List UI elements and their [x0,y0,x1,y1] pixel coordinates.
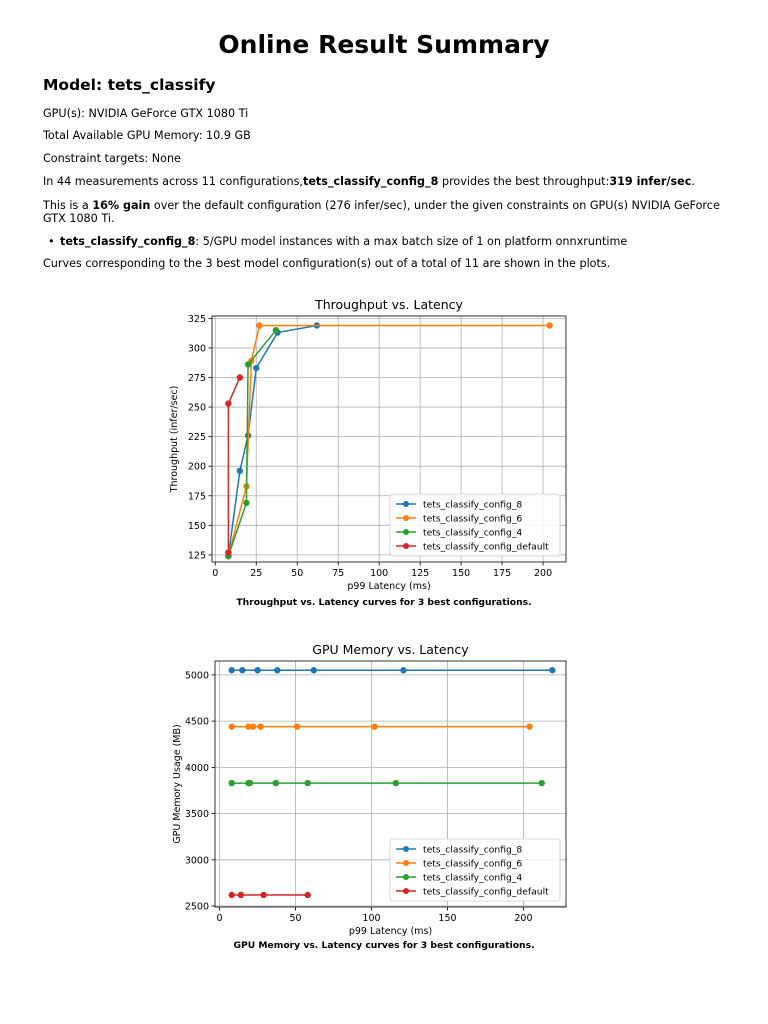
data-point-tets-classify-config-default [237,374,243,380]
data-point-tets-classify-config-default [229,892,235,898]
data-point-tets-classify-config-8 [549,667,555,673]
best-throughput-value: 319 infer/sec [609,175,692,188]
series-line-tets-classify-config-4 [228,330,276,556]
data-point-tets-classify-config-4 [304,780,310,786]
legend-label-tets-classify-config-6: tets_classify_config_6 [423,513,523,525]
x-axis-label: p99 Latency (ms) [348,926,433,937]
gain-summary [43,199,733,225]
y-tick-label: 300 [187,343,206,355]
data-point-tets-classify-config-6 [229,723,235,729]
legend-marker-tets-classify-config-4 [403,874,409,880]
x-tick-label: 125 [411,568,430,579]
data-point-tets-classify-config-6 [257,723,263,729]
legend-marker-tets-classify-config-8 [403,846,409,852]
data-point-tets-classify-config-6 [256,322,262,328]
data-point-tets-classify-config-4 [247,780,253,786]
throughput-chart-caption: Throughput vs. Latency curves for 3 best configurations. [236,597,532,608]
data-point-tets-classify-config-4 [229,780,235,786]
data-point-tets-classify-config-8 [253,365,259,371]
data-point-tets-classify-config-8 [237,468,243,474]
data-point-tets-classify-config-8 [254,667,260,673]
x-tick-label: 200 [533,568,553,579]
data-point-tets-classify-config-default [238,892,244,898]
data-point-tets-classify-config-4 [538,780,544,786]
data-point-tets-classify-config-default [225,400,231,406]
data-point-tets-classify-config-default [225,549,231,555]
legend-label-tets-classify-config-8: tets_classify_config_8 [423,844,523,856]
legend-label-tets-classify-config-default: tets_classify_config_default [423,886,549,898]
legend-label-tets-classify-config-default: tets_classify_config_default [423,541,549,553]
data-point-tets-classify-config-8 [239,667,245,673]
data-point-tets-classify-config-4 [393,780,399,786]
legend-marker-tets-classify-config-default [403,888,409,894]
memory-latency-chart [0,632,768,937]
y-tick-label: 2500 [184,901,209,913]
y-tick-label: 325 [187,313,206,325]
y-tick-label: 225 [187,432,206,444]
y-tick-label: 4500 [184,716,209,728]
x-tick-label: 200 [514,913,533,924]
data-point-tets-classify-config-6 [294,723,300,729]
bullet-text: : 5/GPU model instances with a max batch size of 1 on platform onnxruntime [195,235,628,248]
y-tick-label: 3000 [184,855,209,867]
legend-marker-tets-classify-config-6 [403,860,409,866]
data-point-tets-classify-config-6 [250,723,256,729]
y-tick-label: 4000 [184,762,209,774]
legend-label-tets-classify-config-4: tets_classify_config_4 [423,872,523,884]
data-point-tets-classify-config-4 [243,500,249,506]
y-tick-label: 150 [187,520,206,532]
y-axis-label: GPU Memory Usage (MB) [172,724,183,844]
y-axis-label: Throughput (infer/sec) [169,385,180,493]
config-bullet [60,235,627,248]
data-point-tets-classify-config-6 [371,723,377,729]
data-point-tets-classify-config-4 [245,361,251,367]
y-tick-label: 3500 [184,809,209,821]
throughput-latency-chart [0,290,768,590]
y-tick-label: 200 [187,461,206,473]
x-tick-label: 50 [289,913,302,924]
page-title: Online Result Summary [218,30,550,59]
series-line-tets-classify-config-8 [228,325,317,556]
chart-title: Throughput vs. Latency [315,297,463,312]
y-tick-label: 250 [187,402,206,414]
gpu-memory-info: Total Available GPU Memory: 10.9 GB [43,129,251,142]
y-tick-label: 275 [187,373,206,384]
constraint-info: Constraint targets: None [43,152,181,165]
legend-label-tets-classify-config-6: tets_classify_config_6 [423,858,523,870]
data-point-tets-classify-config-8 [311,667,317,673]
data-point-tets-classify-config-4 [273,327,279,333]
y-tick-label: 175 [187,491,206,503]
curves-summary: Curves corresponding to the 3 best model configuration(s) out of a total of 11 are shown in the plots. [43,257,611,270]
y-tick-label: 5000 [184,670,209,682]
legend-marker-tets-classify-config-default [403,543,409,549]
gain-suffix: over the default configuration (276 infer/sec), under the given constraints on GPU(s) NVIDIA GeForce GTX 1080 Ti. [43,199,720,225]
data-point-tets-classify-config-6 [526,723,532,729]
measurement-prefix: In 44 measurements across 11 configurations, [43,175,303,188]
x-tick-label: 100 [370,568,389,579]
measurement-summary [43,175,733,188]
measurement-middle: provides the best throughput: [438,175,610,188]
x-tick-label: 0 [212,568,219,579]
data-point-tets-classify-config-8 [229,667,235,673]
legend-marker-tets-classify-config-8 [403,501,409,507]
data-point-tets-classify-config-8 [274,667,280,673]
gpu-info: GPU(s): NVIDIA GeForce GTX 1080 Ti [43,107,249,120]
data-point-tets-classify-config-default [260,892,266,898]
bullet-config-name: tets_classify_config_8 [60,235,196,248]
x-tick-label: 75 [332,568,345,579]
data-point-tets-classify-config-6 [546,322,552,328]
chart-title: GPU Memory vs. Latency [312,642,469,657]
legend-label-tets-classify-config-8: tets_classify_config_8 [423,499,523,511]
x-axis-label: p99 Latency (ms) [347,581,431,592]
gain-prefix: This is a [43,199,93,212]
data-point-tets-classify-config-4 [273,780,279,786]
x-tick-label: 50 [291,568,304,579]
y-tick-label: 125 [187,550,206,562]
x-tick-label: 150 [452,568,471,579]
x-tick-label: 175 [493,568,512,579]
x-tick-label: 25 [250,568,263,579]
gain-value: 16% gain [92,199,151,212]
x-tick-label: 100 [362,913,381,924]
x-tick-label: 0 [216,913,223,924]
data-point-tets-classify-config-8 [400,667,406,673]
best-config-name: tets_classify_config_8 [302,175,439,188]
x-tick-label: 150 [438,913,457,924]
data-point-tets-classify-config-default [304,892,310,898]
measurement-suffix: . [691,175,695,188]
legend-label-tets-classify-config-4: tets_classify_config_4 [423,527,523,539]
model-heading: Model: tets_classify [43,76,216,94]
legend-marker-tets-classify-config-6 [403,515,409,521]
memory-chart-caption: GPU Memory vs. Latency curves for 3 best configurations. [233,940,535,951]
legend-marker-tets-classify-config-4 [403,529,409,535]
